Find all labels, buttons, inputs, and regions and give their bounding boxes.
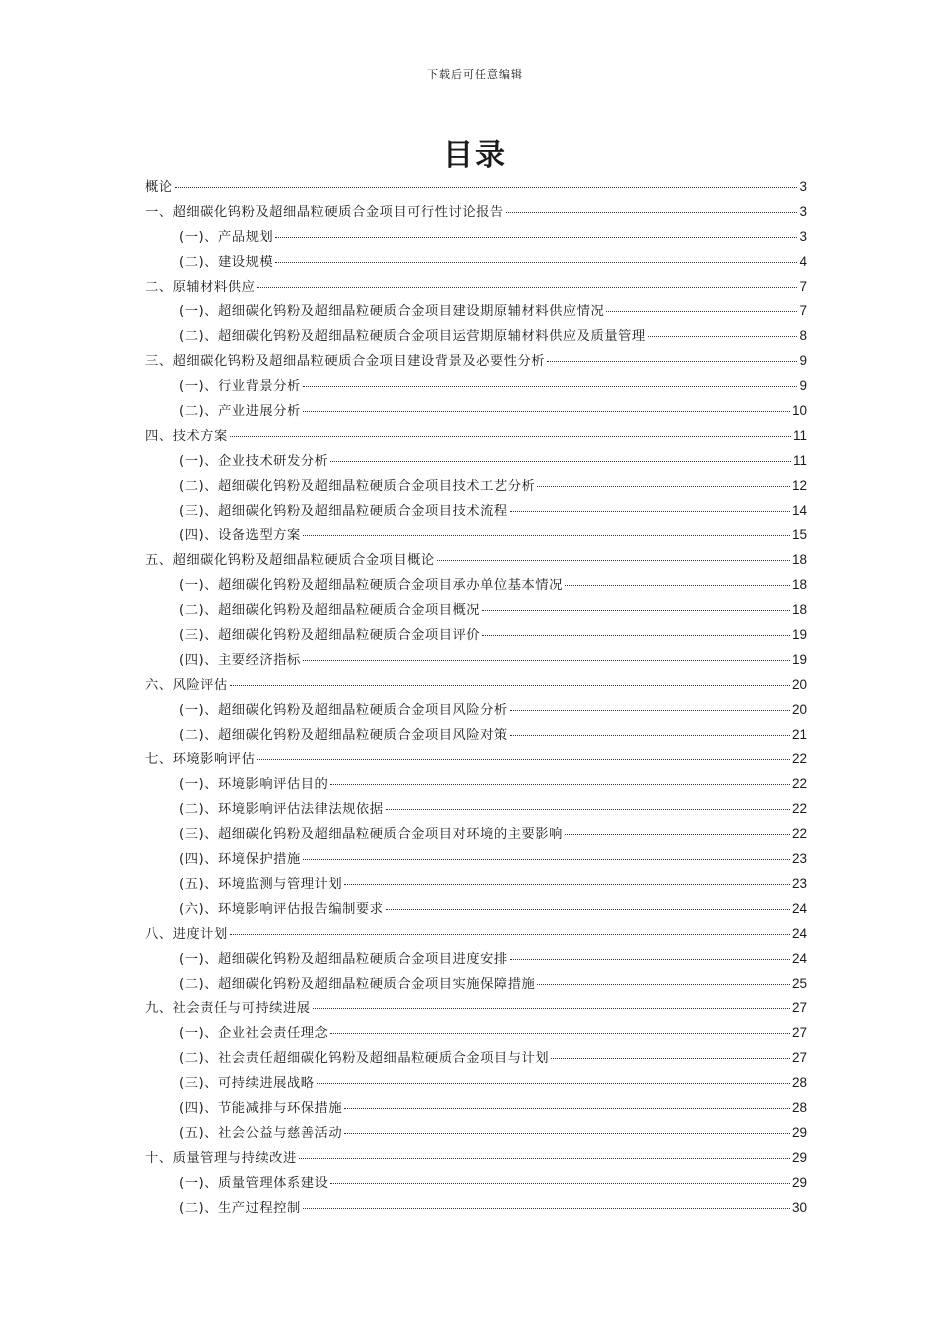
toc-entry[interactable]	[145, 948, 807, 973]
toc-dot-leader	[303, 660, 790, 661]
toc-entry[interactable]	[145, 649, 807, 674]
toc-dot-leader	[344, 884, 790, 885]
toc-entry[interactable]	[145, 375, 807, 400]
toc-entry-page-number: 23	[791, 851, 807, 867]
toc-dot-leader	[303, 1208, 790, 1209]
toc-entry-label: (三)、超细碳化钨粉及超细晶粒硬质合金项目评价	[179, 628, 481, 644]
toc-dot-leader	[175, 187, 798, 188]
toc-dot-leader	[317, 1083, 790, 1084]
toc-entry-page-number: 24	[791, 925, 807, 941]
toc-entry-label: (二)、超细碳化钨粉及超细晶粒硬质合金项目运营期原辅材料供应及质量管理	[179, 329, 646, 345]
toc-entry-label: 六、风险评估	[145, 677, 228, 693]
toc-entry-page-number: 28	[791, 1099, 807, 1115]
toc-entry-page-number: 12	[791, 477, 807, 493]
toc-entry-label: (二)、建设规模	[179, 254, 274, 270]
toc-dot-leader	[551, 1058, 790, 1059]
toc-entry-label: (一)、产品规划	[179, 229, 274, 245]
toc-dot-leader	[537, 486, 790, 487]
toc-entry[interactable]	[145, 201, 807, 226]
toc-entry[interactable]	[145, 450, 807, 475]
toc-entry-page-number: 30	[791, 1199, 807, 1215]
toc-dot-leader	[510, 710, 790, 711]
toc-entry-label: 十、质量管理与持续改进	[145, 1150, 297, 1166]
toc-entry[interactable]	[145, 1072, 807, 1097]
toc-entry-label: (二)、环境影响评估法律法规依据	[179, 802, 384, 818]
toc-entry-page-number: 15	[791, 527, 807, 543]
toc-dot-leader	[330, 1183, 790, 1184]
toc-dot-leader	[344, 1108, 790, 1109]
toc-dot-leader	[565, 834, 790, 835]
toc-entry-label: (一)、超细碳化钨粉及超细晶粒硬质合金项目承办单位基本情况	[179, 578, 563, 594]
toc-dot-leader	[257, 759, 790, 760]
toc-entry-page-number: 22	[791, 776, 807, 792]
toc-dot-leader	[275, 262, 797, 263]
toc-entry[interactable]	[145, 599, 807, 624]
toc-dot-leader	[565, 585, 790, 586]
toc-entry-label: 概论	[145, 180, 173, 195]
toc-dot-leader	[303, 535, 790, 536]
toc-entry-page-number: 25	[791, 975, 807, 991]
toc-entry-label: (二)、超细碳化钨粉及超细晶粒硬质合金项目风险对策	[179, 727, 508, 743]
toc-dot-leader	[303, 411, 790, 412]
toc-entry-label: (一)、企业技术研发分析	[179, 453, 329, 469]
toc-dot-leader	[330, 784, 790, 785]
toc-entry-label: (五)、社会公益与慈善活动	[179, 1125, 343, 1141]
toc-entry-page-number: 18	[791, 602, 807, 618]
toc-dot-leader	[547, 361, 797, 362]
toc-entry-page-number: 27	[791, 1025, 807, 1041]
toc-entry[interactable]	[145, 1172, 807, 1197]
toc-entry[interactable]	[145, 873, 807, 898]
toc-entry[interactable]	[145, 624, 807, 649]
toc-entry-page-number: 3	[799, 203, 807, 219]
toc-entry[interactable]	[145, 898, 807, 923]
toc-dot-leader	[299, 1158, 790, 1159]
toc-entry-label: (一)、行业背景分析	[179, 379, 301, 395]
toc-entry-label: 八、进度计划	[145, 926, 228, 942]
toc-entry-page-number: 9	[799, 378, 807, 394]
toc-entry-label: (四)、设备选型方案	[179, 528, 301, 544]
toc-entry-page-number: 22	[791, 801, 807, 817]
toc-entry-page-number: 27	[791, 1050, 807, 1066]
toc-entry-page-number: 18	[791, 577, 807, 593]
toc-entry[interactable]	[145, 848, 807, 873]
toc-dot-leader	[330, 1033, 790, 1034]
toc-entry-label: (六)、环境影响评估报告编制要求	[179, 901, 384, 917]
toc-entry-page-number: 21	[791, 726, 807, 742]
toc-entry[interactable]	[145, 425, 807, 450]
toc-entry-label: (三)、超细碳化钨粉及超细晶粒硬质合金项目技术流程	[179, 503, 508, 519]
toc-entry[interactable]	[145, 475, 807, 500]
toc-entry[interactable]	[145, 773, 807, 798]
toc-entry-page-number: 4	[799, 253, 807, 269]
toc-dot-leader	[344, 1133, 790, 1134]
toc-entry[interactable]	[145, 574, 807, 599]
toc-entry[interactable]	[145, 549, 807, 574]
toc-entry-label: 三、超细碳化钨粉及超细晶粒硬质合金项目建设背景及必要性分析	[145, 354, 546, 370]
toc-entry-page-number: 20	[791, 676, 807, 692]
toc-entry-page-number: 7	[799, 303, 807, 319]
toc-entry-page-number: 28	[791, 1075, 807, 1091]
toc-dot-leader	[230, 934, 790, 935]
toc-entry-label: (五)、环境监测与管理计划	[179, 876, 343, 892]
toc-entry[interactable]	[145, 923, 807, 948]
toc-entry-page-number: 9	[799, 353, 807, 369]
toc-entry-label: (一)、环境影响评估目的	[179, 777, 329, 793]
toc-entry-label: 九、社会责任与可持续进展	[145, 1001, 311, 1017]
toc-entry-page-number: 3	[799, 179, 807, 194]
toc-entry-label: (四)、环境保护措施	[179, 852, 301, 868]
toc-entry-page-number: 7	[799, 278, 807, 294]
toc-entry[interactable]	[145, 748, 807, 773]
toc-entry-label: 一、超细碳化钨粉及超细晶粒硬质合金项目可行性讨论报告	[145, 204, 504, 220]
toc-entry-label: (二)、超细碳化钨粉及超细晶粒硬质合金项目实施保障措施	[179, 976, 536, 992]
toc-entry-page-number: 19	[791, 651, 807, 667]
toc-entry-label: (二)、超细碳化钨粉及超细晶粒硬质合金项目概况	[179, 603, 481, 619]
toc-entry[interactable]	[145, 798, 807, 823]
toc-entry-label: (一)、超细碳化钨粉及超细晶粒硬质合金项目风险分析	[179, 702, 508, 718]
toc-dot-leader	[482, 610, 790, 611]
toc-entry[interactable]	[145, 724, 807, 749]
page-title: 目录	[443, 138, 507, 173]
toc-entry-page-number: 29	[791, 1149, 807, 1165]
toc-entry-page-number: 24	[791, 950, 807, 966]
toc-entry-page-number: 23	[791, 875, 807, 891]
toc-dot-leader	[510, 959, 790, 960]
toc-entry[interactable]	[145, 350, 807, 375]
toc-entry[interactable]	[145, 226, 807, 251]
toc-entry-page-number: 14	[791, 502, 807, 518]
toc-entry-label: (二)、社会责任超细碳化钨粉及超细晶粒硬质合金项目与计划	[179, 1051, 550, 1067]
toc-entry[interactable]	[145, 1147, 807, 1172]
toc-dot-leader	[510, 735, 790, 736]
toc-entry-label: (三)、可持续进展战略	[179, 1076, 315, 1092]
toc-entry-page-number: 20	[791, 701, 807, 717]
toc-entry[interactable]	[145, 699, 807, 724]
toc-entry-page-number: 22	[791, 826, 807, 842]
toc-entry[interactable]	[145, 400, 807, 425]
toc-entry-page-number: 29	[791, 1174, 807, 1190]
toc-entry-label: 四、技术方案	[145, 428, 228, 444]
toc-entry[interactable]	[145, 176, 807, 201]
toc-entry[interactable]	[145, 524, 807, 549]
toc-dot-leader	[275, 237, 797, 238]
toc-entry-label: (二)、超细碳化钨粉及超细晶粒硬质合金项目技术工艺分析	[179, 478, 536, 494]
toc-entry[interactable]	[145, 997, 807, 1022]
toc-dot-leader	[303, 859, 790, 860]
toc-entry-label: (三)、超细碳化钨粉及超细晶粒硬质合金项目对环境的主要影响	[179, 827, 563, 843]
toc-entry-label: (四)、主要经济指标	[179, 652, 301, 668]
toc-entry[interactable]	[145, 1197, 807, 1222]
toc-entry[interactable]	[145, 325, 807, 350]
toc-entry-label: 二、原辅材料供应	[145, 279, 256, 295]
toc-entry[interactable]	[145, 973, 807, 998]
toc-dot-leader	[313, 1008, 790, 1009]
toc-entry[interactable]	[145, 674, 807, 699]
toc-entry-page-number: 27	[791, 1000, 807, 1016]
toc-entry-label: (一)、质量管理体系建设	[179, 1175, 329, 1191]
toc-entry-label: (一)、超细碳化钨粉及超细晶粒硬质合金项目进度安排	[179, 951, 508, 967]
toc-entry-page-number: 19	[791, 627, 807, 643]
toc-dot-leader	[386, 909, 790, 910]
toc-entry-page-number: 24	[791, 900, 807, 916]
toc-entry[interactable]	[145, 500, 807, 525]
toc-entry-page-number: 8	[799, 328, 807, 344]
toc-dot-leader	[257, 287, 797, 288]
toc-entry-label: 七、环境影响评估	[145, 752, 256, 768]
toc-entry[interactable]	[145, 251, 807, 276]
toc-entry-label: (二)、产业进展分析	[179, 404, 301, 420]
toc-entry-page-number: 29	[791, 1124, 807, 1140]
toc-entry[interactable]	[145, 823, 807, 848]
toc-entry-page-number: 10	[791, 403, 807, 419]
table-of-contents	[145, 176, 807, 1221]
toc-entry-page-number: 22	[791, 751, 807, 767]
toc-dot-leader	[648, 336, 798, 337]
toc-entry-page-number: 11	[792, 452, 807, 468]
toc-entry-label: (一)、超细碳化钨粉及超细晶粒硬质合金项目建设期原辅材料供应情况	[179, 304, 605, 320]
toc-entry-page-number: 18	[791, 552, 807, 568]
toc-dot-leader	[330, 461, 791, 462]
toc-entry[interactable]	[145, 1122, 807, 1147]
page-header: 下载后可任意编辑	[427, 68, 523, 81]
toc-entry[interactable]	[145, 1047, 807, 1072]
toc-dot-leader	[606, 311, 797, 312]
toc-dot-leader	[506, 212, 798, 213]
toc-dot-leader	[230, 436, 791, 437]
toc-entry-label: 五、超细碳化钨粉及超细晶粒硬质合金项目概论	[145, 553, 435, 569]
toc-dot-leader	[510, 511, 790, 512]
toc-entry-page-number: 3	[799, 228, 807, 244]
toc-entry-label: (二)、生产过程控制	[179, 1200, 301, 1216]
toc-entry[interactable]	[145, 276, 807, 301]
toc-dot-leader	[482, 635, 790, 636]
toc-dot-leader	[537, 984, 790, 985]
toc-entry[interactable]	[145, 1022, 807, 1047]
toc-entry[interactable]	[145, 300, 807, 325]
toc-dot-leader	[437, 560, 790, 561]
toc-entry-label: (四)、节能减排与环保措施	[179, 1100, 343, 1116]
toc-dot-leader	[386, 809, 790, 810]
toc-dot-leader	[303, 386, 798, 387]
toc-entry-label: (一)、企业社会责任理念	[179, 1026, 329, 1042]
toc-dot-leader	[230, 685, 790, 686]
toc-entry[interactable]	[145, 1097, 807, 1122]
toc-entry-page-number: 11	[792, 427, 807, 443]
